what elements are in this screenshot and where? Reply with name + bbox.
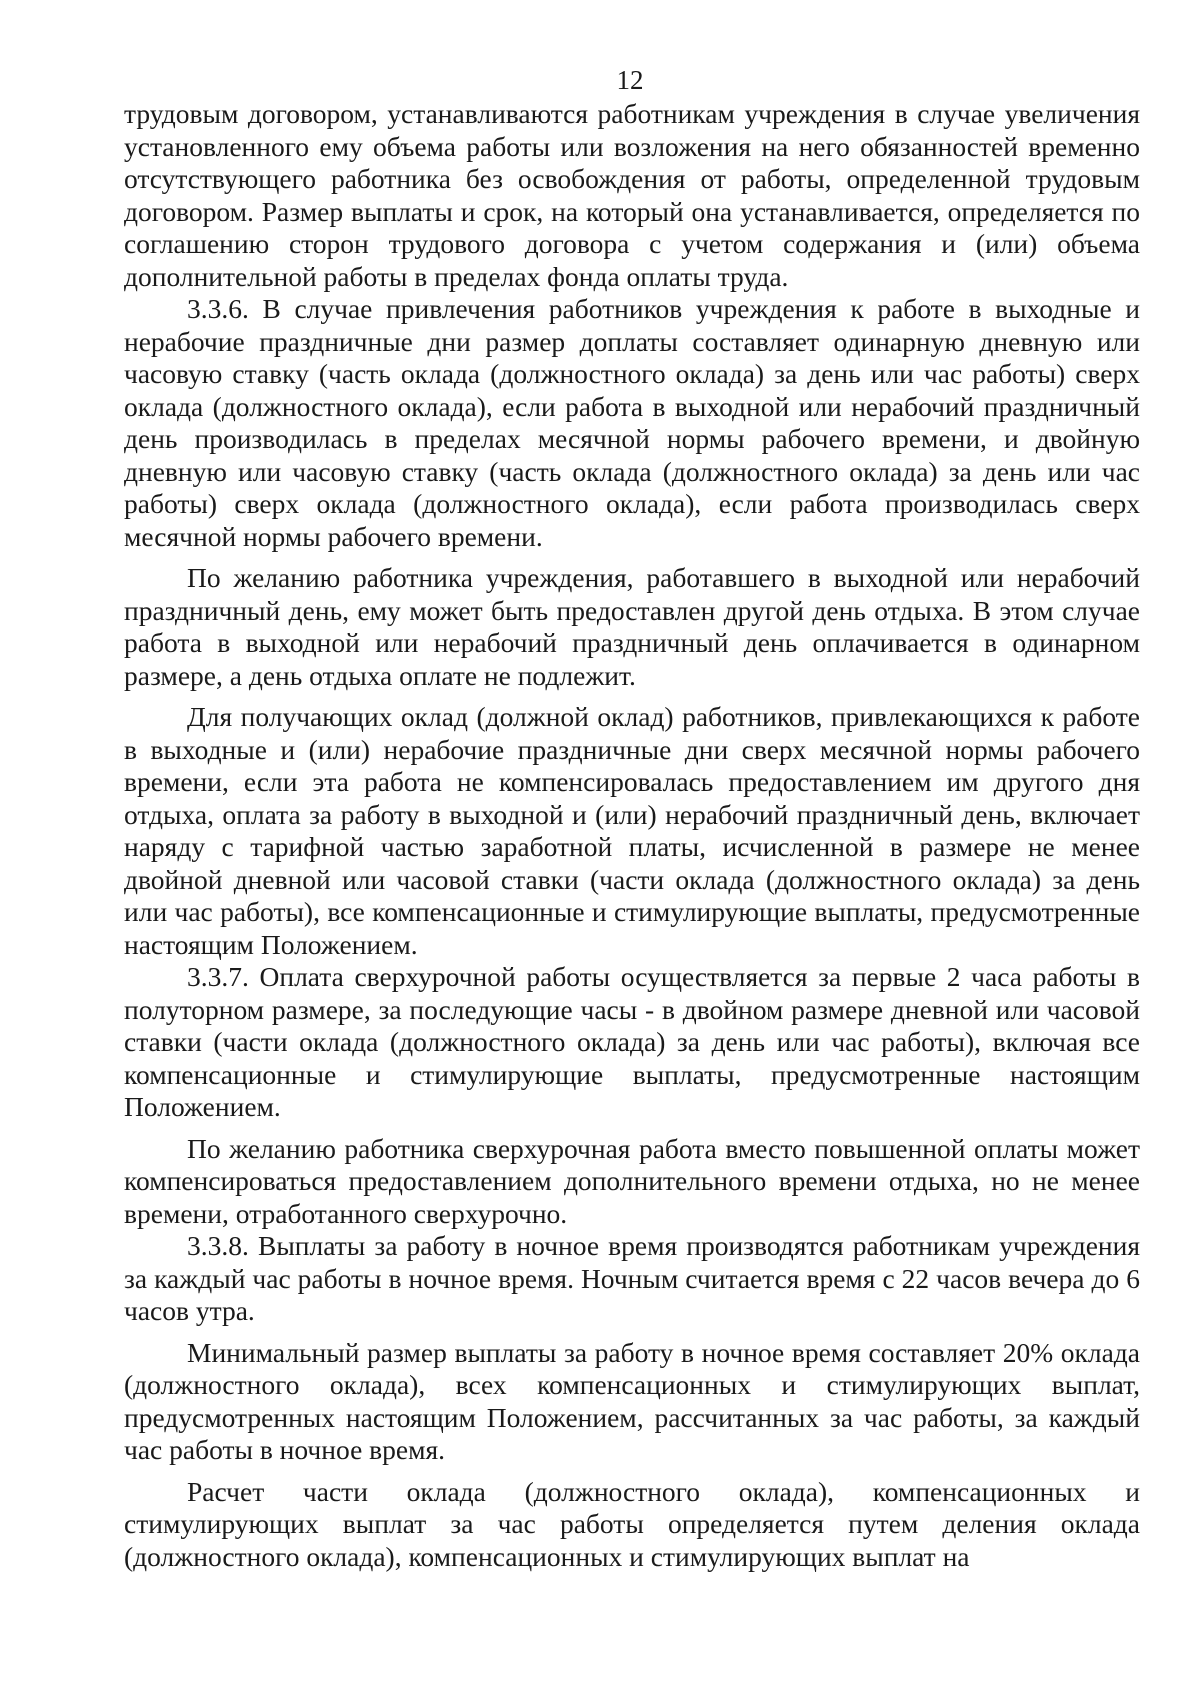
paragraph-3-3-8: 3.3.8. Выплаты за работу в ночное время производятся работникам учреждения за каждый час работы в ночное время. Ночным считается время с 22 часов вечера до 6 часов утра.	[124, 1230, 1140, 1326]
paragraph-hourly-calculation: Расчет части оклада (должностного оклада), компенсационных и стимулирующих выплат за час работы определяется путем деления оклада (должностного оклада), компенсационных и стимулирующих выплат на	[124, 1475, 1140, 1572]
document-body	[124, 98, 1140, 1573]
page-number: 12	[616, 65, 644, 95]
paragraph-continuation: трудовым договором, устанавливаются работникам учреждения в случае увеличения установленного ему объема работы или возложения на него обязанностей временно отсутствующего работника без освобождения от работы, определенной трудовым договором. Размер выплаты и срок, на который она устанавливается, определяется по соглашению сторон трудового договора с учетом содержания и (или) объема дополнительной работы в пределах фонда оплаты труда.	[124, 98, 1140, 292]
paragraph-night-minimum: Минимальный размер выплаты за работу в ночное время составляет 20% оклада (должностного оклада), всех компенсационных и стимулирующих выплат, предусмотренных настоящим Положением, рассчитанных за час работы, за каждый час работы в ночное время.	[124, 1336, 1140, 1465]
paragraph-3-3-7: 3.3.7. Оплата сверхурочной работы осуществляется за первые 2 часа работы в полуторном размере, за последующие часы - в двойном размере дневной или часовой ставки (части оклада (должностного оклада) за день или час работы), включая все компенсационные и стимулирующие выплаты, предусмотренные настоящим Положением.	[124, 961, 1140, 1122]
paragraph-day-off-option: По желанию работника учреждения, работавшего в выходной или нерабочий праздничный день, ему может быть предоставлен другой день отдыха. В этом случае работа в выходной или нерабочий праздничный день оплачивается в одинарном размере, а день отдыха оплате не подлежит.	[124, 562, 1140, 691]
paragraph-overtime-compensation: По желанию работника сверхурочная работа вместо повышенной оплаты может компенсироваться предоставлением дополнительного времени отдыха, но не менее времени, отработанного сверхурочно.	[124, 1132, 1140, 1229]
paragraph-salaried-workers: Для получающих оклад (должной оклад) работников, привлекающихся к работе в выходные и (или) нерабочие праздничные дни сверх месячной нормы рабочего времени, если эта работа не компенсировалась предоставлением им другого дня отдыха, оплата за работу в выходной и (или) нерабочий праздничный день, включает наряду с тарифной частью заработной платы, исчисленной в размере не менее двойной дневной или часовой ставки (части оклада (должностного оклада) за день или час работы), все компенсационные и стимулирующие выплаты, предусмотренные настоящим Положением.	[124, 701, 1140, 960]
paragraph-3-3-6: 3.3.6. В случае привлечения работников учреждения к работе в выходные и нерабочие праздничные дни размер доплаты составляет одинарную дневную или часовую ставку (часть оклада (должностного оклада) за день или час работы) сверх оклада (должностного оклада), если работа в выходной или нерабочий праздничный день производилась в пределах месячной нормы рабочего времени, и двойную дневную или часовую ставку (часть оклада (должностного оклада) за день или час работы) сверх оклада (должностного оклада), если работа производилась сверх месячной нормы рабочего времени.	[124, 293, 1140, 552]
